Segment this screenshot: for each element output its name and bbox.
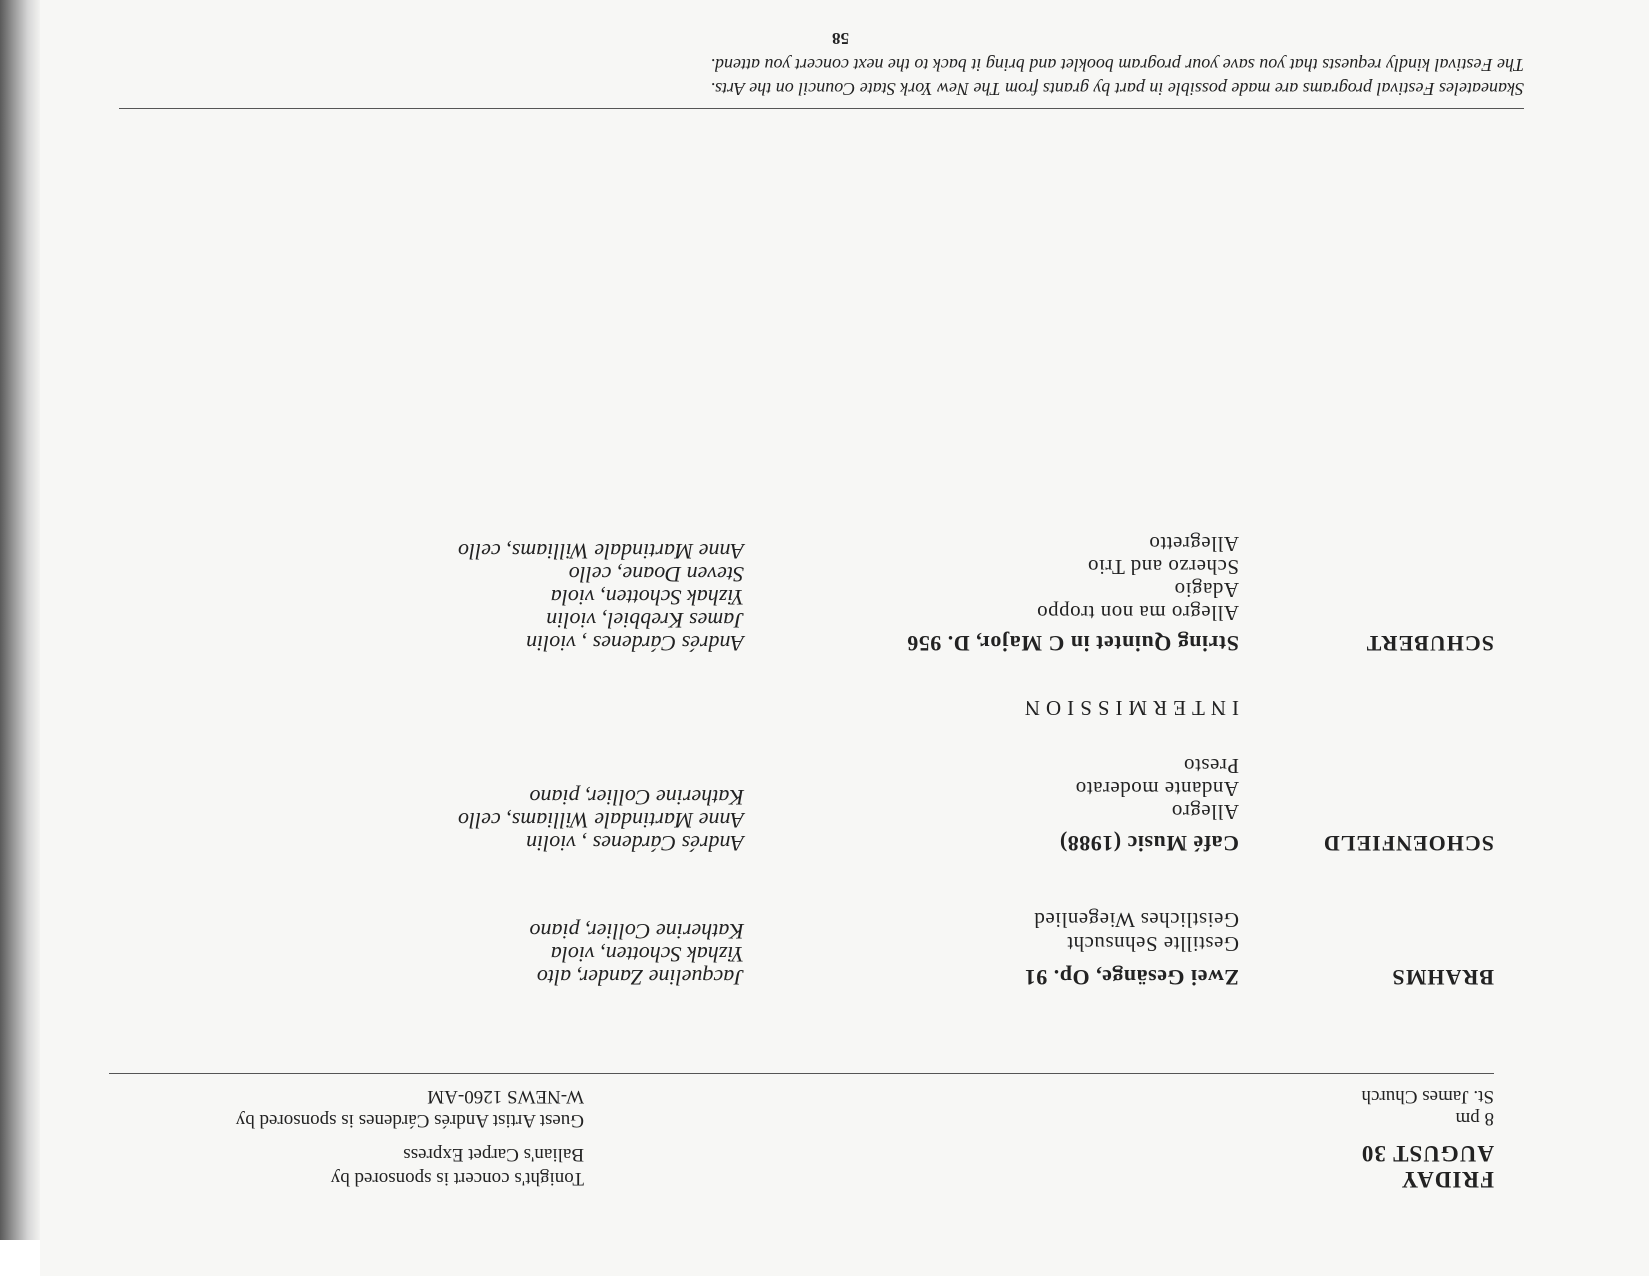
performer: Anne Martindale Williams, cello [458,539,744,564]
performer: Andrés Cárdenes , violin [526,831,744,856]
concert-venue: St. James Church [1361,1086,1494,1107]
header-divider [109,1073,1494,1074]
movement: Gestillte Sehnsucht [1066,932,1239,956]
work-title: Zwei Gesänge, Op. 91 [1024,965,1239,990]
work-title: String Quintet in C Major, D. 956 [906,631,1239,656]
performer: Katherine Collier, piano [529,919,744,944]
sponsor-line-2: Balian's Carpet Express [403,1144,584,1165]
performer: Katherine Collier, piano [529,785,744,810]
performer: Jacqueline Zander, alto [536,965,744,990]
movement: Allegro ma non troppo [1036,601,1239,625]
movement: Presto [1183,754,1239,778]
movement: Geistliches Wiegenlied [1033,908,1239,932]
performer: Anne Martindale Williams, cello [458,808,744,833]
intermission-label: INTERMISSION [1018,696,1239,720]
performer: James Krebbiel, violin [546,608,744,633]
movement: Scherzo and Trio [1087,555,1239,579]
performer: Steven Doane, cello [568,562,744,587]
movement: Allegro [1171,800,1239,824]
guest-sponsor-line-1: Guest Artist Andrés Cárdenes is sponsored by [235,1110,584,1131]
funding-credit: Skaneateles Festival programs are made possible in part by grants from The New York State Council on the Arts. [710,79,1524,99]
composer-name: SCHOENFIELD [1322,831,1494,856]
composer-name: SCHUBERT [1365,631,1494,656]
footer-divider [119,108,1524,109]
concert-date: AUGUST 30 [1360,1141,1494,1166]
performer: Yizhak Schotten, viola [550,585,744,610]
concert-day: FRIDAY [1400,1167,1494,1192]
work-title: Café Music (1988) [1059,831,1239,856]
movement: Allegretto [1148,532,1239,556]
sponsor-line-1: Tonight's concert is sponsored by [330,1168,584,1189]
concert-time: 8 pm [1455,1108,1494,1129]
page-number: 58 [832,29,849,48]
performer: Andrés Cárdenes , violin [526,631,744,656]
booklet-request: The Festival kindly requests that you save your program booklet and bring it back to the next concert you attend. [710,55,1524,75]
composer-name: BRAHMS [1391,965,1494,990]
guest-sponsor-line-2: W-NEWS 1260-AM [427,1086,584,1107]
performer: Yizhak Schotten, viola [550,942,744,967]
movement: Adagio [1174,578,1239,602]
movement: Andante moderato [1075,777,1239,801]
